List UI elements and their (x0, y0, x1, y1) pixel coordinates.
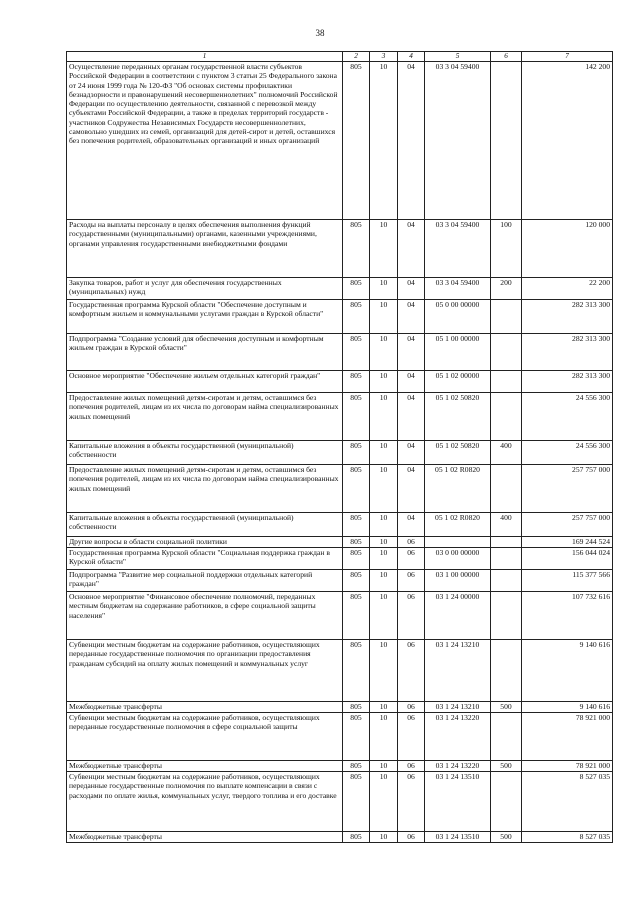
row-section-code: 10 (370, 300, 398, 334)
row-ministry-code: 805 (343, 570, 370, 592)
table-row (67, 537, 613, 548)
row-amount: 142 200 (522, 62, 613, 220)
row-target-code: 05 1 02 50820 (425, 393, 491, 441)
row-target-code: 03 1 24 13220 (425, 713, 491, 761)
table-row (67, 570, 613, 592)
row-target-code (425, 537, 491, 548)
row-section-code: 10 (370, 513, 398, 537)
row-target-code: 03 3 04 59400 (425, 278, 491, 300)
row-ministry-code: 805 (343, 548, 370, 570)
row-amount: 282 313 300 (522, 300, 613, 334)
table-row (67, 548, 613, 570)
row-expense-type (491, 334, 522, 371)
row-target-code: 03 1 24 13210 (425, 702, 491, 713)
row-section-code: 10 (370, 371, 398, 393)
row-ministry-code: 805 (343, 761, 370, 772)
row-name: Капитальные вложения в объекты государственной (муниципальной) собственности (67, 513, 343, 537)
row-ministry-code: 805 (343, 441, 370, 465)
row-ministry-code: 805 (343, 772, 370, 832)
table-row (67, 300, 613, 334)
row-amount: 257 757 000 (522, 513, 613, 537)
row-expense-type (491, 548, 522, 570)
row-subsection-code: 06 (398, 713, 425, 761)
table-row (67, 702, 613, 713)
row-subsection-code: 04 (398, 513, 425, 537)
row-ministry-code: 805 (343, 334, 370, 371)
row-expense-type (491, 570, 522, 592)
row-target-code: 05 1 02 R0820 (425, 513, 491, 537)
table-row (67, 220, 613, 278)
row-ministry-code: 805 (343, 220, 370, 278)
table-row (67, 640, 613, 702)
row-target-code: 03 3 04 59400 (425, 220, 491, 278)
row-target-code: 03 3 04 59400 (425, 62, 491, 220)
row-expense-type (491, 465, 522, 513)
row-subsection-code: 06 (398, 640, 425, 702)
row-target-code: 03 1 24 13510 (425, 832, 491, 843)
header-col-1: 1 (67, 52, 343, 62)
row-expense-type (491, 62, 522, 220)
table-row (67, 371, 613, 393)
table-row (67, 441, 613, 465)
row-name: Подпрограмма "Развитие мер социальной поддержки отдельных категорий граждан" (67, 570, 343, 592)
row-ministry-code: 805 (343, 513, 370, 537)
row-amount: 78 921 000 (522, 713, 613, 761)
budget-table (66, 51, 613, 843)
table-row (67, 62, 613, 220)
row-expense-type (491, 393, 522, 441)
row-section-code: 10 (370, 278, 398, 300)
row-target-code: 05 1 02 50820 (425, 441, 491, 465)
row-target-code: 03 1 24 13220 (425, 761, 491, 772)
row-amount: 156 044 024 (522, 548, 613, 570)
row-subsection-code: 06 (398, 570, 425, 592)
row-name: Межбюджетные трансферты (67, 761, 343, 772)
header-row (67, 52, 613, 62)
row-target-code: 03 1 24 13210 (425, 640, 491, 702)
row-name: Закупка товаров, работ и услуг для обеспечения государственных (муниципальных) нужд (67, 278, 343, 300)
header-col-5: 5 (425, 52, 491, 62)
row-ministry-code: 805 (343, 393, 370, 441)
row-section-code: 10 (370, 772, 398, 832)
row-name: Межбюджетные трансферты (67, 832, 343, 843)
row-expense-type: 400 (491, 513, 522, 537)
row-amount: 169 244 524 (522, 537, 613, 548)
row-ministry-code: 805 (343, 62, 370, 220)
row-ministry-code: 805 (343, 702, 370, 713)
row-section-code: 10 (370, 702, 398, 713)
row-expense-type: 500 (491, 832, 522, 843)
row-amount: 22 200 (522, 278, 613, 300)
row-target-code: 03 1 24 00000 (425, 592, 491, 640)
row-ministry-code: 805 (343, 832, 370, 843)
row-subsection-code: 04 (398, 371, 425, 393)
row-expense-type: 400 (491, 441, 522, 465)
header-col-3: 3 (370, 52, 398, 62)
row-name: Основное мероприятие "Финансовое обеспечение полномочий, переданных местным бюджетам на содержание работников, в сфере социальной защиты населения" (67, 592, 343, 640)
row-subsection-code: 04 (398, 220, 425, 278)
table-row (67, 465, 613, 513)
row-subsection-code: 04 (398, 465, 425, 513)
row-target-code: 03 1 00 00000 (425, 570, 491, 592)
row-expense-type (491, 772, 522, 832)
row-expense-type (491, 713, 522, 761)
row-name: Государственная программа Курской области "Обеспечение доступным и комфортным жильем и коммунальными услугами граждан в Курской области" (67, 300, 343, 334)
row-section-code: 10 (370, 570, 398, 592)
row-subsection-code: 04 (398, 393, 425, 441)
row-subsection-code: 04 (398, 441, 425, 465)
row-section-code: 10 (370, 393, 398, 441)
row-section-code: 10 (370, 62, 398, 220)
row-amount: 24 556 300 (522, 393, 613, 441)
row-amount: 257 757 000 (522, 465, 613, 513)
row-name: Межбюджетные трансферты (67, 702, 343, 713)
row-expense-type: 200 (491, 278, 522, 300)
row-ministry-code: 805 (343, 640, 370, 702)
row-amount: 115 377 566 (522, 570, 613, 592)
header-col-7: 7 (522, 52, 613, 62)
row-expense-type (491, 640, 522, 702)
row-name: Предоставление жилых помещений детям-сиротам и детям, оставшимся без попечения родителей, лицам из их числа по договорам найма специализированных жилых помещений (67, 465, 343, 513)
row-amount: 9 140 616 (522, 702, 613, 713)
row-ministry-code: 805 (343, 278, 370, 300)
row-expense-type: 100 (491, 220, 522, 278)
row-ministry-code: 805 (343, 371, 370, 393)
row-name: Субвенции местным бюджетам на содержание работников, осуществляющих переданные государственные полномочия по выплате компенсации в связи с расходами по оплате жилья, коммунальных услуг, твердого топлива и его доставке (67, 772, 343, 832)
row-name: Расходы на выплаты персоналу в целях обеспечения выполнения функций государственными (муниципальными) органами, казенными учреждениями, органами управления государственными внебюджетными фондами (67, 220, 343, 278)
row-expense-type: 500 (491, 761, 522, 772)
row-amount: 78 921 000 (522, 761, 613, 772)
row-amount: 107 732 616 (522, 592, 613, 640)
row-amount: 9 140 616 (522, 640, 613, 702)
row-section-code: 10 (370, 713, 398, 761)
row-amount: 120 000 (522, 220, 613, 278)
row-section-code: 10 (370, 465, 398, 513)
row-ministry-code: 805 (343, 592, 370, 640)
row-subsection-code: 04 (398, 278, 425, 300)
row-amount: 24 556 300 (522, 441, 613, 465)
row-name: Другие вопросы в области социальной политики (67, 537, 343, 548)
row-ministry-code: 805 (343, 713, 370, 761)
row-expense-type (491, 371, 522, 393)
row-subsection-code: 06 (398, 702, 425, 713)
row-amount: 282 313 300 (522, 334, 613, 371)
table-row (67, 832, 613, 843)
row-subsection-code: 04 (398, 62, 425, 220)
row-name: Субвенции местным бюджетам на содержание работников, осуществляющих переданные государственные полномочия по организации предоставления гражданам субсидий на оплату жилых помещений и коммунальных услуг (67, 640, 343, 702)
row-section-code: 10 (370, 441, 398, 465)
table-row (67, 334, 613, 371)
row-name: Основное мероприятие "Обеспечение жильем отдельных категорий граждан" (67, 371, 343, 393)
table-row (67, 592, 613, 640)
row-name: Осуществление переданных органам государственной власти субъектов Российской Федерации в соответствии с пунктом 3 статьи 25 Федерального закона от 24 июня 1999 года № 120-ФЗ "Об основах системы профилактики безнадзорности и правонарушений несовершеннолетних" полномочий Российской Федерации по осуществлению деятельности, связанной с перевозкой между субъектами Российской Федерации, а также в пределах территорий государств - участников Содружества Независимых Государств несовершеннолетних, самовольно ушедших из семей, организаций для детей-сирот и детей, оставшихся без попечения родителей, образовательных организаций и иных организаций (67, 62, 343, 220)
row-expense-type: 500 (491, 702, 522, 713)
row-subsection-code: 06 (398, 772, 425, 832)
row-section-code: 10 (370, 220, 398, 278)
row-expense-type (491, 537, 522, 548)
row-subsection-code: 06 (398, 592, 425, 640)
row-expense-type (491, 592, 522, 640)
header-col-4: 4 (398, 52, 425, 62)
row-name: Государственная программа Курской области "Социальная поддержка граждан в Курской области" (67, 548, 343, 570)
row-expense-type (491, 300, 522, 334)
row-subsection-code: 06 (398, 761, 425, 772)
row-subsection-code: 06 (398, 537, 425, 548)
header-col-2: 2 (343, 52, 370, 62)
page-number: 38 (315, 28, 325, 38)
row-section-code: 10 (370, 592, 398, 640)
table-row (67, 393, 613, 441)
table-row (67, 713, 613, 761)
row-target-code: 05 1 02 00000 (425, 371, 491, 393)
row-amount: 282 313 300 (522, 371, 613, 393)
row-subsection-code: 04 (398, 334, 425, 371)
row-name: Капитальные вложения в объекты государственной (муниципальной) собственности (67, 441, 343, 465)
row-target-code: 03 0 00 00000 (425, 548, 491, 570)
row-target-code: 05 1 02 R0820 (425, 465, 491, 513)
row-subsection-code: 04 (398, 300, 425, 334)
row-section-code: 10 (370, 761, 398, 772)
row-name: Предоставление жилых помещений детям-сиротам и детям, оставшимся без попечения родителей, лицам из их числа по договорам найма специализированных жилых помещений (67, 393, 343, 441)
table-row (67, 772, 613, 832)
row-section-code: 10 (370, 832, 398, 843)
row-section-code: 10 (370, 640, 398, 702)
table-row (67, 278, 613, 300)
table-row (67, 761, 613, 772)
row-ministry-code: 805 (343, 537, 370, 548)
row-name: Субвенции местным бюджетам на содержание работников, осуществляющих переданные государственные полномочия в сфере социальной защиты (67, 713, 343, 761)
row-ministry-code: 805 (343, 300, 370, 334)
row-section-code: 10 (370, 537, 398, 548)
table-row (67, 513, 613, 537)
row-name: Подпрограмма "Создание условий для обеспечения доступным и комфортным жильем граждан в Курской области" (67, 334, 343, 371)
header-col-6: 6 (491, 52, 522, 62)
row-target-code: 05 0 00 00000 (425, 300, 491, 334)
row-ministry-code: 805 (343, 465, 370, 513)
row-target-code: 05 1 00 00000 (425, 334, 491, 371)
row-amount: 8 527 035 (522, 772, 613, 832)
row-section-code: 10 (370, 334, 398, 371)
row-section-code: 10 (370, 548, 398, 570)
row-target-code: 03 1 24 13510 (425, 772, 491, 832)
row-subsection-code: 06 (398, 832, 425, 843)
row-subsection-code: 06 (398, 548, 425, 570)
row-amount: 8 527 035 (522, 832, 613, 843)
